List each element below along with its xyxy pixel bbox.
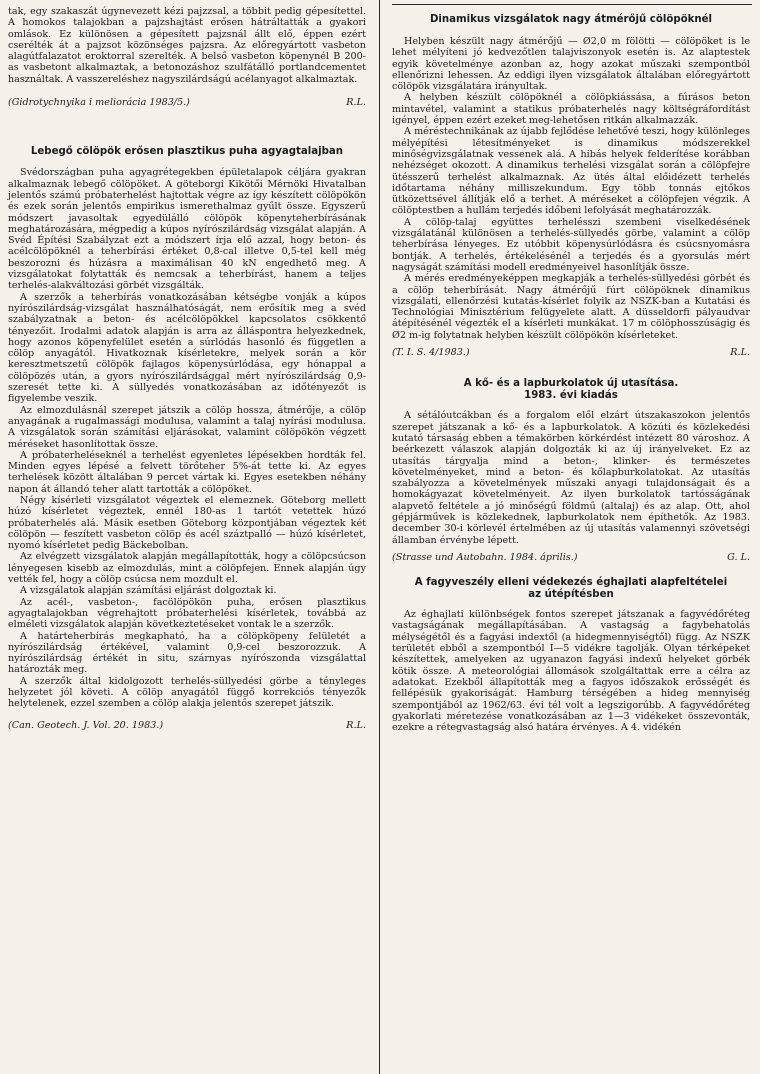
article-source: (Strasse und Autobahn. 1984. április.) xyxy=(392,551,578,563)
article-title: Dinamikus vizsgálatok nagy átmérőjű cölöpöknél xyxy=(429,14,713,25)
article-paragraph: A sétálóutcákban és a forgalom elől elzárt útszakaszokon jelentős szerepet játszanak a kő- és a lapburkolatok. A közúti és közlekedési kutató társaság ebben a témakörben körkérdést intézett 80 városhoz. A beérkezett válaszok alapján dolgozták ki az új irányelveket. Ez az utasítás tárgyalja mind a beton-, klinker- és természetes követelményeket, mind a beton- és kőlapburkolatokat. Az utasítás szabályozza a követelmények műszaki anyagi tulajdonságait és a homokágyazat követelményeit. Az ilyen burkolatok tartósságának alapvető feltétele a jó minőségű földmű (altalaj) és az alap. Ott, ahol gépjárművek is közlekednek, lapburkolatok nem építhetők. Az 1983. december 30-i körlevél értelmében az új utasítás valamennyi szövetségi államban érvénybe lépett. xyxy=(392,410,750,546)
column-divider xyxy=(379,0,380,1074)
article-source-line xyxy=(392,347,750,358)
intro-paragraph: tak, egy szakaszát úgynevezett kézi pajzzsal, a többit pedig gépesítettel. A homokos talajokban a pajzshajtást erősen hátráltatták a gyakori omlások. Ez különösen a gépesített pajzsnál állt elő, éppen ezért cserélték át a pajzsot közönséges pajzsra. Az előregyártott vasbeton alagútfalazatot eroktorral szerelték. A belső vasbeton köpenynél B 200-as vasbetont alkalmaztak, a betonozáshoz szulfátálló portlandcementet használtak. A vasszereléshez nagyszilárdságú acélanyagot alkalmaztak. xyxy=(8,6,366,85)
article-initials: R.L. xyxy=(346,719,366,731)
intro-initials: R.L. xyxy=(346,97,366,109)
article-body xyxy=(392,410,750,546)
right-column xyxy=(392,14,750,733)
article-paragraph: A szerzők által kidolgozott terhelés-süllyedési görbe a tényleges helyzetet jól követi. A cölöp anyagától függő korrekciós tényezők helytelenek, ezzel szemben a cölöp alakja jelentős szerepet játszik. xyxy=(8,675,366,710)
article-body xyxy=(392,609,750,733)
article-paragraph: Az acél-, vasbeton-, facölöpökön puha, erősen plasztikus agyagtalajokban végrehajtott próbaterhelési kísérletek, továbbá az elméleti vizsgálatok alapján következtetéseket vontak le a szerzők. xyxy=(8,596,366,631)
article-initials: R.L. xyxy=(730,347,750,359)
article-paragraph: Az éghajlati különbségek fontos szerepet játszanak a fagyvédőréteg vastagságának megállapításában. A vastagság a fagybehatolás mélységétől és a fagyási indextől (a hidegmennyiségtől) függ. Az NSZK területét ebből a szempontból I—5 vidékre tagolják. Olyan térképeket készítettek, amelyeken az ugyanazon fagyási indexű helyeket görbék kötik össze. A meteorológiai állomások szolgáltattak erre a célra az adatokat. Ezekből állapították meg a fagyos időszakok erősségét és fellépésük gyakoriságát. Hamburg térségében a hideg mennyiség szempontjából az 1962/63. évi tél volt a legszigorúbb. A fagyvédőréteg gyakorlati méretezése vonatkozásában az 1—3 vidékeket összevonták, ezekre a rétegvastagság alsó határa érvényes. A 4. vidékén xyxy=(392,609,750,734)
article-body xyxy=(392,36,750,341)
intro-source: (Gidrotychnyika i meliorácia 1983/5.) xyxy=(8,97,190,109)
article-source: (T. I. S. 4/1983.) xyxy=(392,347,470,359)
article-paragraph: A szerzők a teherbírás vonatkozásában kétségbe vonják a kúpos nyírószilárdság-vizsgálat használhatóságát, nem erősítik meg a svéd szabályzatnak a beton- és acélcölöpökkel kapcsolatos csökkentő tényezőit. Irodalmi adatok alapján is arra az álláspontra helyezkednek, hogy azonos köpenyfelület esetén a súrlódás hasonló és független a cölöp anyagától. Hivatkoznak kísérletekre, melyek során a kör keresztmetszetű cölöpök fajlagos köpenysúrlódása, egy hónappal a cölöpözés után, a gyors nyírószilárdsággal mért nyírószilárdság 0,9-szeresét tette ki. A süllyedés vonatkozásában az időtényezőt is figyelembe veszik. xyxy=(8,291,366,405)
article-source: (Can. Geotech. J. Vol. 20. 1983.) xyxy=(8,719,164,731)
article-subtitle: 1983. évi kiadás xyxy=(524,390,618,402)
left-column xyxy=(8,6,366,731)
article-source-line xyxy=(8,720,366,731)
article-subtitle: az útépítésben xyxy=(528,589,614,601)
article-title: A kő- és a lapburkolatok új utasítása. xyxy=(463,378,679,390)
top-rule xyxy=(392,4,752,5)
article-title: A fagyveszély elleni védekezés éghajlati alapfeltételei xyxy=(414,577,728,589)
article-paragraph: A próbaterheléseknél a terhelést egyenletes lépésekben hordták fel. Minden egyes lépésé a felvett törőteher 5%-át tette ki. Az egyes terhelések között általában 9 percet vártak ki. Egyes esetekben néhány napon át állandó teher alatt tartották a cölöpöket. xyxy=(8,449,366,495)
article-paragraph: Az elmozdulásnál szerepet játszik a cölöp hossza, átmérője, a cölöp anyagának a rugalmassági modulusa, valamint a talaj nyírási modulusa. A vizsgálatok során számítási eljárásokat, valamint cölöpökön végzett méréseket hasonlítottak össze. xyxy=(8,404,366,450)
article-initials: G. L. xyxy=(727,551,750,563)
article-paragraph: Négy kísérleti vizsgálatot végeztek el elemeznek. Göteborg mellett húzó kísérletet végeztek, ennél 180-as 1 tartót vetettek húzó próbaterhelés alá. Másik esetben Göteborg központjában végeztek két cölöpön — feszített vasbeton cölöp és acél száztpalló — húzó kísérletet, nyomó kísérletet pedig Bäckebolban. xyxy=(8,494,366,552)
article-paragraph: Helyben készült nagy átmérőjű — Ø2,0 m fölötti — cölöpöket is le lehet mélyíteni jó kedvezőtlen talajviszonyok esetén is. Az alaptestek egyik követelménye azonban az, hogy azokat műszaki szempontból ellenőrizni lehessen. Az eddigi ilyen vizsgálatok általában előregyártott cölöpök vizsgálatára irányultak. xyxy=(392,36,750,93)
article-paragraph: Az elvégzett vizsgálatok alapján megállapították, hogy a cölöpcsúcson lényegesen kisebb az elmozdulás, mint a cölöpfejen. Ennek alapján úgy vették fel, hogy a cölöp csúcsa nem mozdult el. xyxy=(8,551,366,586)
article-paragraph: A mérés eredményeképpen megkapják a terhelés-süllyedési görbét és a cölöp teherbírását. Nagy átmérőjű fúrt cölöpöknek dinamikus vizsgálati, ellenőrzési kutatás-kísérlet folyik az NSZK-ban a Kutatási és Technológiai Minisztérium felügyelete alatt. A düsseldorfi pályaudvar átépítésénél végezték el a kísérleti munkákat. 17 m cölöphosszúságig és Ø2 m-ig folytatnak helyben készült cölöpökön kísérleteket. xyxy=(392,273,750,341)
article-paragraph: A vizsgálatok alapján számítási eljárást dolgoztak ki. xyxy=(20,585,277,597)
article-body xyxy=(8,167,366,709)
article-paragraph: Svédországban puha agyagrétegekben épületalapok céljára gyakran alkalmaznak lebegő cölöpöket. A göteborgi Kikötői Mérnöki Hivatalban jelentős számú próbaterhelést hajtottak végre az így készített cölöpökön és ezek során jelentős empirikus ismerethalmaz gyűlt össze. Egyszerű módszert javasoltak egyedülálló cölöpök köpenyteherbírásának meghatározására, mégpedig a kúpos nyírószilárdság vizsgálat alapján. A Svéd Építési Szabályzat ezt a módszert írja elő azzal, hogy beton- és acélcölöpöknél a teherbírási értéket 0,8-cal illetve 0,5-tel kell még beszorozni és húzásra a maximálisan 40 kN engedhető meg. A vizsgálatokat folytatták és nemcsak a teherbírást, hanem a teljes terhelés-alakváltozási görbét vizsgálták. xyxy=(8,167,366,292)
article-source-line xyxy=(392,552,750,563)
article-paragraph: A méréstechnikának az újabb fejlődése lehetővé teszi, hogy különleges mélyépítési létesítményeket is dinamikus módszerekkel minőségvizsgálatnak vessenek alá. A hibás helyek felderítése korábban nehézséget okozott. A dinamikus terhelési vizsgálat során a cölöpfejre ütésszerű terhelést alkalmaznak. Az ütés által előidézett terhelés időtartama néhány milliszekundum. Egy több tonnás ejtőkos ütközettsével állítják elő a terhet. A méréseket a cölöpfejen végzik. A cölöptestben a hullám terjedés időbeni lefolyását meghatározzák. xyxy=(392,126,750,217)
article-paragraph: A helyben készült cölöpöknél a cölöpkiássása, a fúrásos beton mintavétel, valamint a statikus próbaterhelés nagy költségráfordítást igényel, éppen ezért ezeket meg-lehetősen ritkán alkalmazzák. xyxy=(392,92,750,127)
article-paragraph: A cölöp-talaj együttes terhelésszi szembeni viselkedésének vizsgálatánál különösen a terhelés-süllyedés görbe, valamint a cölöp teherbírása lényeges. Ez utóbbit köpenysúrlódásra és csúcsnyomásra bontják. A terhelés, értékelésénél a terjedés és a gyorsulás mért nagyságát számítási modell eredményeivel hasonlítják össze. xyxy=(392,216,750,273)
article-title: Lebegő cölöpök erősen plasztikus puha agyagtalajban xyxy=(30,146,344,158)
intro-source-line xyxy=(8,97,366,108)
article-paragraph: A határteherbírás megkapható, ha a cölöpköpeny felületét a nyírószilárdság értékével, valamint 0,9-cel beszorozzuk. A nyírószilárdság értékét in situ, szárnyas nyírószonda vizsgálattal határozták meg. xyxy=(8,630,366,676)
